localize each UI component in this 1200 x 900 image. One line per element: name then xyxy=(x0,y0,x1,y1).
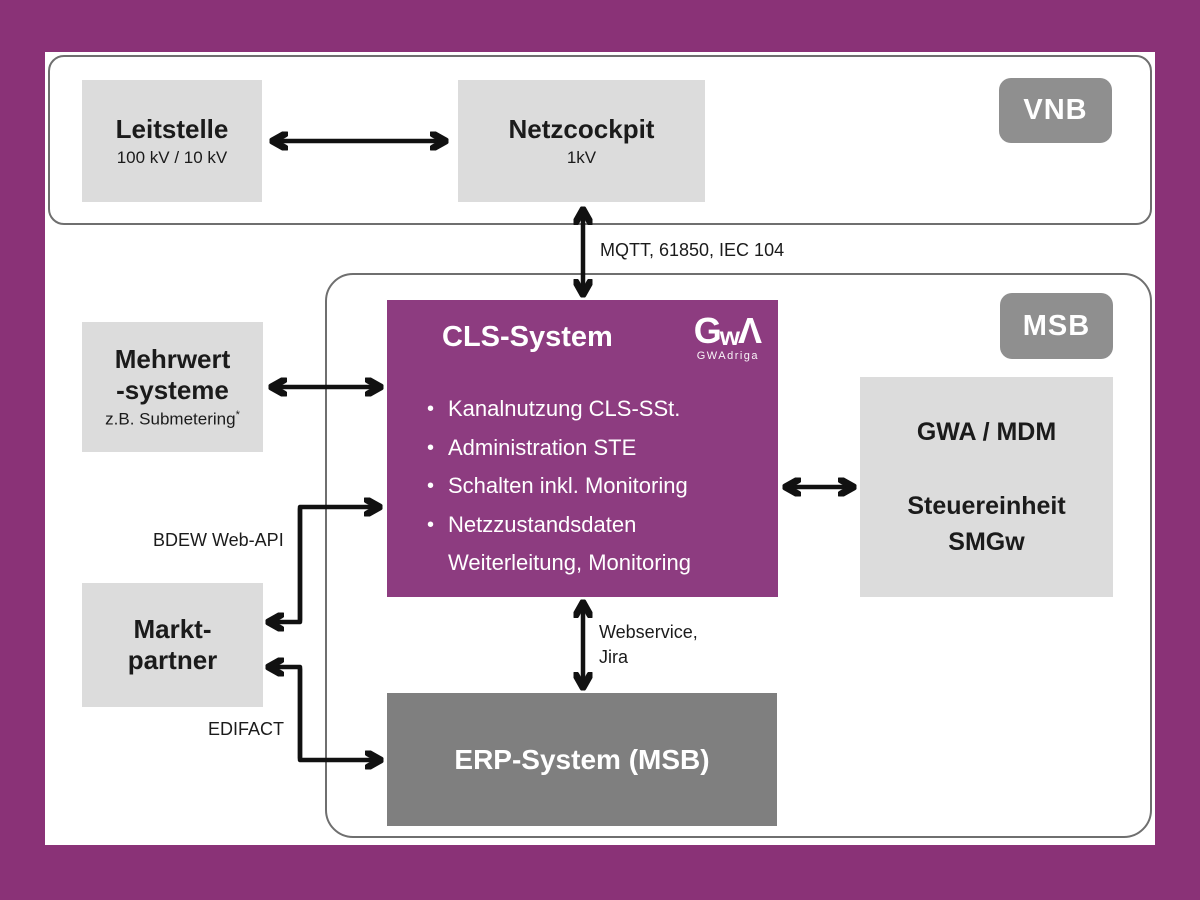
logo-letter-a: Λ xyxy=(737,310,762,351)
gwamdm-line2: Steuereinheit xyxy=(907,491,1066,520)
node-gwa-mdm-steuereinheit xyxy=(860,377,1113,597)
node-erp-system-msb xyxy=(387,693,777,826)
node-mehrwertsysteme xyxy=(82,322,263,452)
cls-feature-item: • Netzzustandsdaten xyxy=(427,506,688,545)
edge-label-mqtt-61850-iec104: MQTT, 61850, IEC 104 xyxy=(600,240,785,260)
gwamdm-line1: GWA / MDM xyxy=(916,417,1057,446)
marktpartner-title-line2: partner xyxy=(127,645,218,675)
edge-label-webservice-line1: Webservice, xyxy=(599,622,698,642)
node-cls-system xyxy=(387,300,778,597)
vnb-badge xyxy=(999,78,1112,143)
cls-feature-item: • Schalten inkl. Monitoring xyxy=(427,467,688,506)
marktpartner-title-line1: Markt- xyxy=(133,613,212,644)
mehrwert-subtitle: z.B. Submetering* xyxy=(105,409,240,430)
node-leitstelle xyxy=(82,80,262,202)
netzcockpit-title: Netzcockpit xyxy=(508,113,655,144)
vnb-badge-label: VNB xyxy=(1023,94,1088,126)
mehrwert-title-line1: Mehrwert xyxy=(114,343,231,374)
gwadriga-logo-caption: GWAdriga xyxy=(696,350,760,362)
gwadriga-logo-letters xyxy=(693,310,762,351)
leitstelle-title: Leitstelle xyxy=(115,113,229,144)
mehrwert-subtitle-asterisk: * xyxy=(235,409,240,422)
cls-feature-list xyxy=(427,390,688,544)
node-netzcockpit xyxy=(458,80,705,202)
gwamdm-line3: SMGw xyxy=(948,528,1025,557)
cls-feature-item: • Administration STE xyxy=(427,429,688,468)
msb-badge-label: MSB xyxy=(1022,309,1091,342)
cls-feature-continuation: Weiterleitung, Monitoring xyxy=(448,550,691,575)
node-marktpartner xyxy=(82,583,263,707)
cls-system-title: CLS-System xyxy=(442,321,613,353)
logo-letter-w: w xyxy=(719,321,740,351)
leitstelle-subtitle: 100 kV / 10 kV xyxy=(116,148,228,168)
netzcockpit-subtitle: 1kV xyxy=(566,148,597,168)
edge-label-webservice-line2: Jira xyxy=(599,647,629,668)
edge-label-webservice-jira xyxy=(599,620,698,670)
logo-letter-g: G xyxy=(693,310,722,351)
erp-title: ERP-System (MSB) xyxy=(454,743,710,775)
msb-badge xyxy=(1000,293,1113,359)
cls-feature-item: • Kanalnutzung CLS-SSt. xyxy=(427,390,688,429)
gwadriga-logo-icon xyxy=(693,310,762,362)
edge-label-edifact: EDIFACT xyxy=(208,719,285,739)
mehrwert-title-line2: -systeme xyxy=(116,375,229,406)
edge-label-bdew-web-api: BDEW Web-API xyxy=(153,530,284,550)
